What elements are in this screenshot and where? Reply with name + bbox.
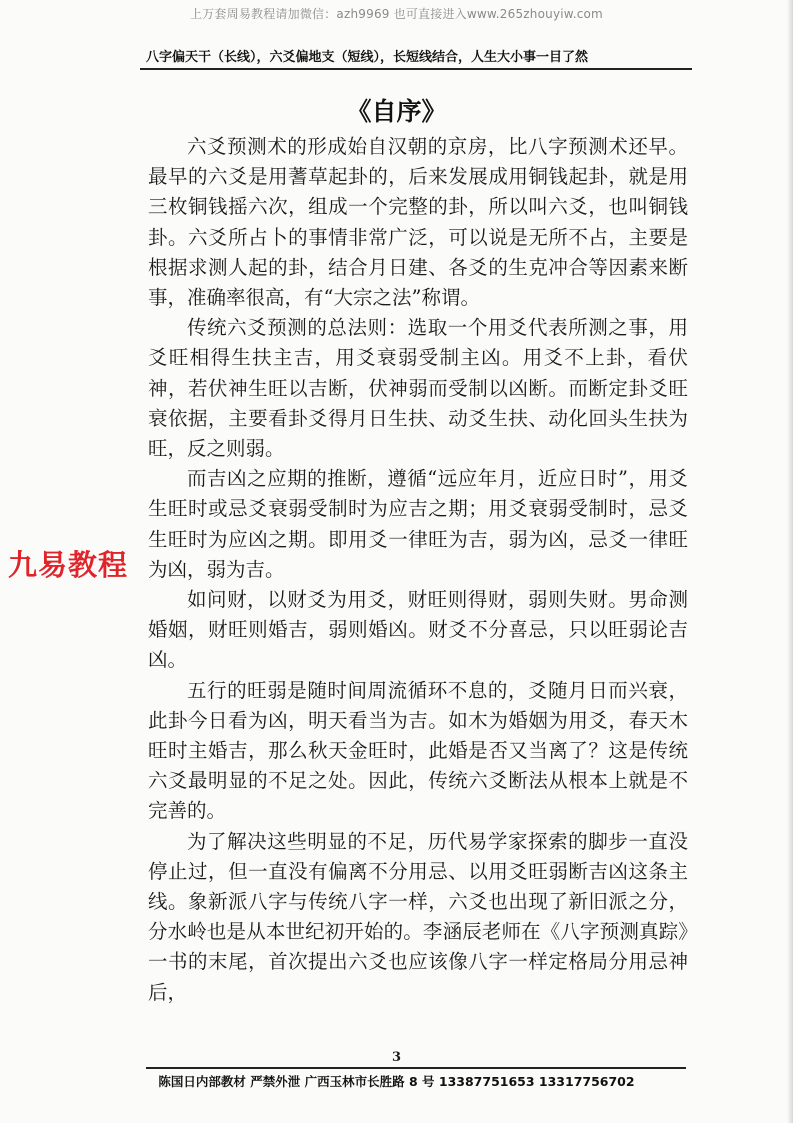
paragraph: 五行的旺弱是随时间周流循环不息的，爻随月日而兴衰，此卦今日看为凶，明天看当为吉。如木为婚姻为用爻，春天木旺时主婚吉，那么秋天金旺时，此婚是否又当离了？这是传统六爻最明显的不足之处。因此，传统六爻断法从根本上就是不完善的。: [148, 678, 688, 823]
paragraph: 六爻预测术的形成始自汉朝的京房，比八字预测术还早。最早的六爻是用蓍草起卦的，后来发展成用铜钱起卦，就是用三枚铜钱摇六次，组成一个完整的卦，所以叫六爻，也叫铜钱卦。六爻所占卜的事情非常广泛，可以说是无所不占，主要是根据求测人起的卦，结合月日建、各爻的生克冲合等因素来断事，准确率很高，有“大宗之法”称谓。: [148, 135, 688, 310]
paragraph: 如问财，以财爻为用爻，财旺则得财，弱则失财。男命测婚姻，财旺则婚吉，弱则婚凶。财爻不分喜忌，只以旺弱论吉凶。: [148, 588, 688, 672]
page-number: 3: [391, 1050, 402, 1065]
paragraph: 传统六爻预测的总法则：选取一个用爻代表所测之事，用爻旺相得生扶主吉，用爻衰弱受制主凶。用爻不上卦，看伏神，若伏神生旺以吉断，伏神弱而受制以凶断。而断定卦爻旺衰依据，主要看卦爻得月日生扶、动爻生扶、动化回头生扶为旺，反之则弱。: [148, 316, 688, 461]
scan-shadow: [787, 0, 793, 1123]
page-title: 《自序》: [346, 97, 447, 126]
body-text: [148, 132, 688, 1008]
paragraph: 而吉凶之应期的推断，遵循“远应年月，近应日时”，用爻生旺时或忌爻衰弱受制时为应吉之期；用爻衰弱受制时，忌爻生旺时为应凶之期。即用爻一律旺为吉，弱为凶，忌爻一律旺为凶，弱为吉。: [148, 467, 688, 581]
header-rule: [140, 68, 692, 70]
top-watermark-text: 上万套周易教程请加微信：azh9969 也可直接进入www.265zhouyiw.com: [190, 7, 603, 21]
running-header: 八字偏天干（长线），六爻偏地支（短线），长短线结合，人生大小事一目了然: [146, 50, 589, 65]
paragraph: 为了解决这些明显的不足，历代易学家探索的脚步一直没停止过，但一直没有偏离不分用忌、以用爻旺弱断吉凶这条主线。象新派八字与传统八字一样，六爻也出现了新旧派之分，分水岭也是从本世纪初开始的。李涵辰老师在《八字预测真踪》一书的末尾，首次提出六爻也应该像八字一样定格局分用忌神后，: [148, 829, 688, 1004]
side-watermark-logo: 九易教程: [8, 548, 129, 582]
footer-rule: [146, 1067, 686, 1069]
page-footer: 陈国日内部教材 严禁外泄 广西玉林市长胜路 8 号 13387751653 13317756702: [158, 1074, 635, 1089]
